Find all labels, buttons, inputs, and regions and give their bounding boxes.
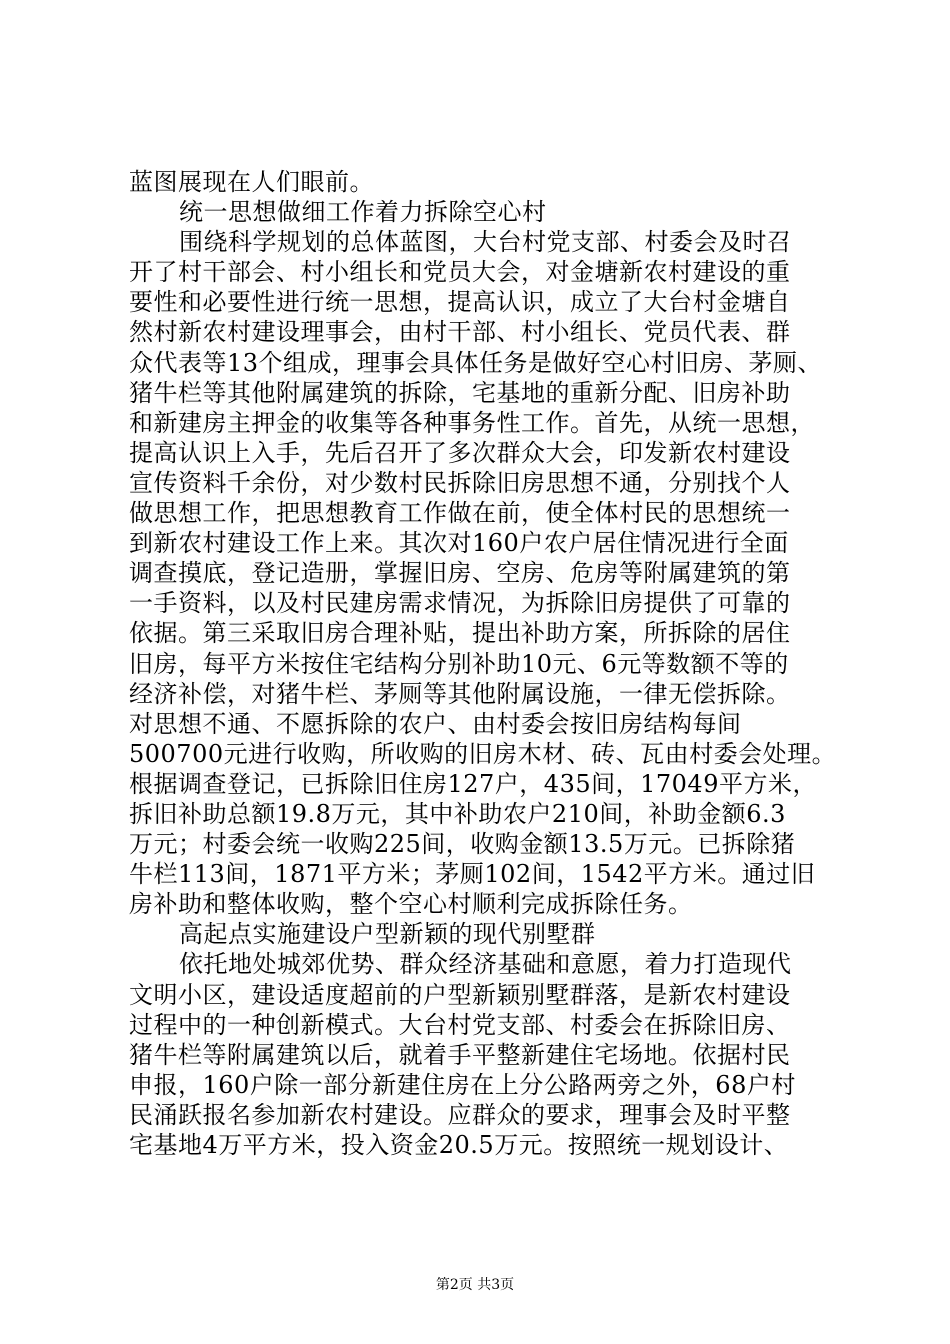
paragraph-line: 到新农村建设工作上来。其次对160户农户居住情况进行全面	[129, 529, 789, 558]
paragraph-line: 宣传资料千余份，对少数村民拆除旧房思想不通，分别找个人	[129, 468, 791, 497]
document-body	[129, 167, 837, 1160]
paragraph-line: 然村新农村建设理事会，由村干部、村小组长、党员代表、群	[129, 318, 791, 347]
paragraph-line: 对思想不通、不愿拆除的农户、由村委会按旧房结构每间	[129, 709, 742, 738]
paragraph-line: 蓝图展现在人们眼前。	[129, 168, 374, 196]
paragraph-line: 猪牛栏等其他附属建筑的拆除，宅基地的重新分配、旧房补助	[129, 378, 791, 407]
paragraph-line: 宅基地4万平方米，投入资金20.5万元。按照统一规划设计、	[129, 1131, 789, 1159]
paragraph-line: 猪牛栏等附属建筑以后，就着手平整新建住宅场地。依据村民	[129, 1040, 791, 1069]
paragraph-line: 民涌跃报名参加新农村建设。应群众的要求，理事会及时平整	[129, 1100, 791, 1129]
paragraph-line: 旧房，每平方米按住宅结构分别补助10元、6元等数额不等的	[129, 649, 789, 678]
paragraph-line: 申报，160户除一部分新建住房在上分公路两旁之外，68户村	[129, 1070, 796, 1099]
paragraph-line: 调查摸底，登记造册，掌握旧房、空房、危房等附属建筑的第	[129, 559, 791, 588]
paragraph-line: 根据调查登记，已拆除旧住房127户，435间，17049平方米，	[129, 769, 817, 798]
paragraph-line: 房补助和整体收购，整个空心村顺利完成拆除任务。	[129, 890, 693, 919]
paragraph-line: 拆旧补助总额19.8万元，其中补助农户210间，补助金额6.3	[129, 799, 786, 828]
paragraph-line: 众代表等13个组成，理事会具体任务是做好空心村旧房、茅厕、	[129, 348, 823, 377]
paragraph-line: 一手资料，以及村民建房需求情况，为拆除旧房提供了可靠的	[129, 589, 791, 618]
paragraph-line: 依托地处城郊优势、群众经济基础和意愿，着力打造现代	[179, 950, 792, 979]
paragraph-line: 围绕科学规划的总体蓝图，大台村党支部、村委会及时召	[179, 228, 792, 257]
paragraph-line: 过程中的一种创新模式。大台村党支部、村委会在拆除旧房、	[129, 1010, 791, 1039]
paragraph-line: 和新建房主押金的收集等各种事务性工作。首先，从统一思想，	[129, 408, 815, 437]
paragraph-line: 万元；村委会统一收购225间，收购金额13.5万元。已拆除猪	[129, 830, 796, 859]
paragraph-line: 牛栏113间，1871平方米；茅厕102间，1542平方米。通过旧	[129, 860, 816, 889]
paragraph-line: 做思想工作，把思想教育工作做在前，使全体村民的思想统一	[129, 499, 791, 528]
paragraph-line: 依据。第三采取旧房合理补贴，提出补助方案，所拆除的居住	[129, 619, 791, 648]
paragraph-line: 经济补偿，对猪牛栏、茅厕等其他附属设施，一律无偿拆除。	[129, 679, 791, 708]
section-heading: 统一思想做细工作着力拆除空心村	[179, 198, 547, 227]
page-number-footer: 第2页 共3页	[435, 1277, 515, 1293]
paragraph-line: 要性和必要性进行统一思想，提高认识，成立了大台村金塘自	[129, 288, 791, 317]
section-heading: 高起点实施建设户型新颖的现代别墅群	[179, 920, 596, 949]
paragraph-line: 开了村干部会、村小组长和党员大会，对金塘新农村建设的重	[129, 258, 791, 287]
paragraph-line: 文明小区，建设适度超前的户型新颖别墅群落，是新农村建设	[129, 980, 791, 1009]
paragraph-line: 提高认识上入手，先后召开了多次群众大会，印发新农村建设	[129, 438, 791, 467]
paragraph-line: 500700元进行收购，所收购的旧房木材、砖、瓦由村委会处理。	[129, 739, 837, 768]
